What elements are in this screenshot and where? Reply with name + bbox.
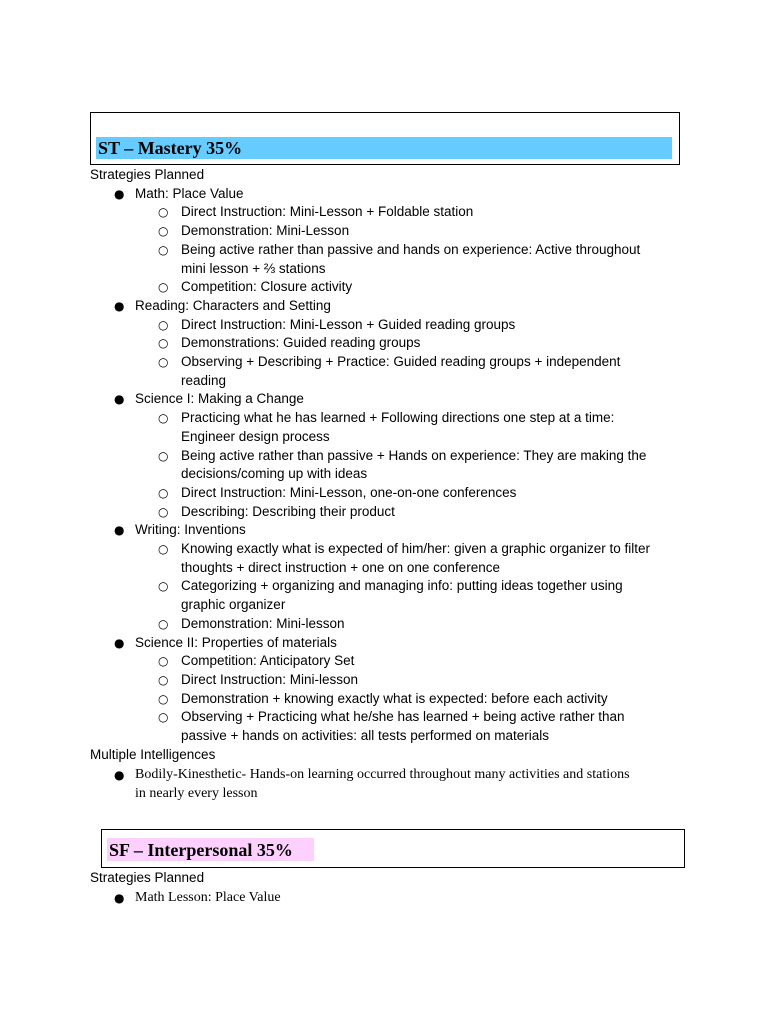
bullet-hollow-icon: ○: [158, 485, 169, 500]
list-item: Math Lesson: Place Value: [135, 890, 281, 905]
sub-list-item: Direct Instruction: Mini-Lesson, one-on-one conferences: [181, 484, 517, 500]
bullet-filled-icon: ●: [114, 523, 125, 538]
sub-list-item: Demonstrations: Guided reading groups: [181, 335, 421, 351]
strategies-planned-label: Strategies Planned: [90, 870, 205, 885]
list-item: in nearly every lesson: [135, 786, 258, 802]
list-item: Science I: Making a Change: [135, 391, 304, 407]
list-item: Math: Place Value: [135, 185, 244, 201]
multiple-intelligences-label: Multiple Intelligences: [90, 746, 216, 762]
section-header-st-mastery: [90, 112, 680, 165]
bullet-filled-icon: ●: [114, 186, 125, 201]
sub-list-item: Describing: Describing their product: [181, 503, 395, 519]
bullet-hollow-icon: ○: [158, 355, 169, 369]
bullet-hollow-icon: ○: [158, 242, 169, 257]
sub-list-item: Categorizing + organizing and managing info: putting ideas together using: [181, 578, 623, 594]
sub-list-item: passive + hands on activities: all tests performed on materials: [181, 728, 550, 743]
bullet-hollow-icon: ○: [158, 616, 169, 631]
bullet-filled-icon: ●: [114, 635, 125, 650]
bullet-hollow-icon: ○: [158, 205, 169, 220]
bullet-hollow-icon: ○: [158, 448, 169, 463]
bullet-hollow-icon: ○: [158, 579, 169, 594]
bullet-filled-icon: ●: [114, 768, 125, 783]
sub-list-item: Direct Instruction: Mini-lesson: [181, 671, 359, 687]
bullet-hollow-icon: ○: [158, 672, 169, 687]
list-item: Bodily-Kinesthetic- Hands-on learning occurred throughout many activities and stations: [135, 767, 630, 783]
sub-list-item: Observing + Describing + Practice: Guided reading groups + independent: [181, 354, 621, 369]
bullet-filled-icon: ●: [114, 298, 125, 313]
list-item: Reading: Characters and Setting: [135, 297, 331, 313]
list-item: Science II: Properties of materials: [135, 634, 337, 650]
sub-list-item: Practicing what he has learned + Following directions one step at a time:: [181, 410, 615, 426]
sub-list-item: reading: [181, 372, 227, 388]
sub-list-item: thoughts + direct instruction + one on one conference: [181, 559, 500, 575]
sub-list-item: Demonstration + knowing exactly what is expected: before each activity: [181, 690, 608, 706]
bullet-hollow-icon: ○: [158, 224, 169, 239]
bullet-hollow-icon: ○: [158, 654, 169, 669]
sub-list-item: Demonstration: Mini-Lesson: [181, 223, 350, 239]
sub-list-item: Being active rather than passive and hands on experience: Active throughout: [181, 241, 641, 257]
bullet-hollow-icon: ○: [158, 411, 169, 426]
sub-list-item: Demonstration: Mini-lesson: [181, 615, 345, 631]
bullet-hollow-icon: ○: [158, 710, 169, 725]
bullet-hollow-icon: ○: [158, 504, 169, 519]
section-title: SF – Interpersonal 35%: [109, 840, 293, 860]
bullet-filled-icon: ●: [114, 891, 125, 905]
sub-list-item: Competition: Closure activity: [181, 279, 353, 295]
sub-list-item: Direct Instruction: Mini-Lesson + Guided reading groups: [181, 316, 516, 332]
bullet-filled-icon: ●: [114, 392, 125, 407]
sub-list-item: Direct Instruction: Mini-Lesson + Foldable station: [181, 204, 474, 220]
sub-list-item: Engineer design process: [181, 428, 330, 444]
list-item: Writing: Inventions: [135, 522, 246, 538]
bullet-hollow-icon: ○: [158, 280, 169, 295]
sub-list-item: decisions/coming up with ideas: [181, 466, 368, 482]
bullet-hollow-icon: ○: [158, 691, 169, 706]
section-title: ST – Mastery 35%: [98, 138, 243, 158]
sub-list-item: Being active rather than passive + Hands on experience: They are making the: [181, 447, 647, 463]
sub-list-item: mini lesson + ⅔ stations: [181, 260, 326, 276]
sub-list-item: Competition: Anticipatory Set: [181, 653, 355, 669]
strategies-planned-label: Strategies Planned: [90, 167, 205, 182]
bullet-hollow-icon: ○: [158, 317, 169, 332]
sub-list-item: Knowing exactly what is expected of him/her: given a graphic organizer to filter: [181, 541, 650, 556]
section-header-sf-interpersonal: [101, 829, 685, 868]
bullet-hollow-icon: ○: [158, 336, 169, 351]
sub-list-item: Observing + Practicing what he/she has learned + being active rather than: [181, 709, 625, 725]
sub-list-item: graphic organizer: [181, 597, 286, 613]
bullet-hollow-icon: ○: [158, 542, 169, 556]
